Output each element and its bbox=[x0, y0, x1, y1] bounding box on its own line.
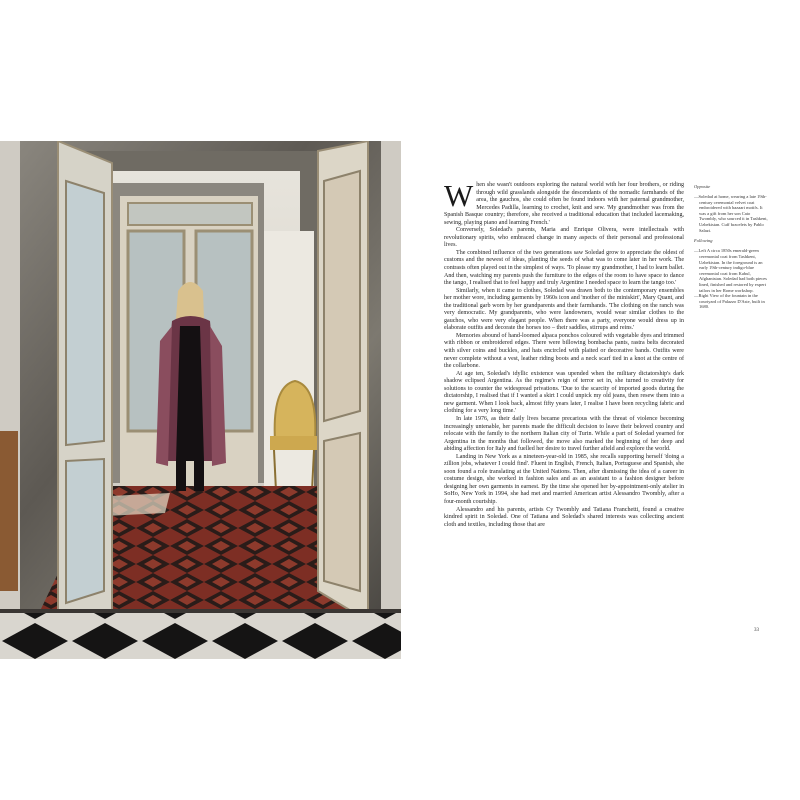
drop-cap: W bbox=[444, 178, 474, 213]
article-paragraph: Similarly, when it came to clothes, Soledad was drawn both to the contemporary ensembles her mother wore, including garments by 1960s icon and 'mother of the miniskirt', Mary Quant, and the traditional garb worn by her grandparents and their farmhands. 'The clothing on the ranch was very democratic. My grandparents, who were landowners, would wear similar clothes to the gauchos, who were very elegant people. When there was a party, everyone would dress up in elaborate outfits and decorate the horses too – their saddles, stirrups and reins.' bbox=[444, 287, 684, 332]
article-paragraph bbox=[444, 178, 684, 227]
article-paragraph: Landing in New York as a nineteen-year-old in 1985, she recalls supporting herself 'doing a zillion jobs, whatever I could find'. Fluent in English, French, Italian, Portuguese and Spanish, she soon found a role translating at the United Nations. Then, after dismissing the idea of a career in costume design, she worked in fashion sales and as an assistant to a fashion designer before designing her own garments in earnest. By the time she opened her by-appointment-only atelier in SoHo, New York in 1994, she had met and married American artist Alessandro Twombly, after a four-month courtship. bbox=[444, 453, 684, 505]
article-paragraph: At age ten, Soledad's idyllic existence was upended when the military dictatorship's dark shadow eclipsed Argentina. As the regime's reign of terror set in, she turned to creativity for solutions to counter the widespread privations. 'Due to the scarcity of imported goods during the dictatorship, I realised that if I wanted a skirt I could unpick my old jeans, then resew them into a new garment. When I look back, almost fifty years later, I realise I have been recycling fabric and clothing for a very long time.' bbox=[444, 370, 684, 415]
caption-item: —Left A circa 1850s emerald-green ceremonial coat from Tashkent, Uzbekistan. In the foreground is an early 19th-century indigo-blue ceremonial coat from Kabul, Afghanistan. Soledad had both pieces lined, finished and restored by expert tailors in her Rome workshop. bbox=[694, 248, 767, 293]
article-paragraph: Alessandro and his parents, artists Cy Twombly and Tatiana Franchetti, found a creative kindred spirit in Soledad. One of Tatiana and Soledad's shared interests was collecting ancient cloth and textiles, including those that are bbox=[444, 506, 684, 528]
article-paragraph: Conversely, Soledad's parents, Maria and Enrique Olivera, were intellectuals with revolutionary spirits, who embraced change in many aspects of their personal and professional lives. bbox=[444, 227, 684, 249]
photo-captions bbox=[694, 184, 768, 310]
photo-soledad-doorway bbox=[0, 141, 401, 659]
caption-heading-following: Following bbox=[694, 238, 713, 244]
article-paragraph: Memories abound of hand-loomed alpaca ponchos coloured with vegetable dyes and trimmed with ribbon or embroidered edges. There were billowing bombacha pants, rastra belts decorated with silver coins and buckles, and hats encircled with plaited or decorative bands. Outfits were never complete without a vest, leather riding boots and a neck scarf tied in a knot at the centre of the collarbone. bbox=[444, 332, 684, 370]
page-number: 33 bbox=[754, 628, 759, 633]
article-paragraph: The combined influence of the two generations saw Soledad grow to appreciate the oldest of customs and the newest of ideas, planting the seeds of what was to come later in her work. The contrasts often played out in the simplest of ways. 'To please my grandmother, I had to learn ballet. And then, watching my parents push the furniture to the edges of the room to have space to dance the tango, I realised that to feel happy and truly Argentine I needed space to learn the tango too.' bbox=[444, 249, 684, 287]
caption-item: —Right View of the fountain in the courtyard of Palazzo D'Aste, built in 1680. bbox=[694, 293, 765, 310]
article-paragraph: In late 1976, as their daily lives became precarious with the threat of violence becoming increasingly untenable, her parents made the difficult decision to leave their beloved country and relocate with the family to the northern Italian city of Turin. While a part of Soledad yearned for Argentina in the months that followed, the move also marked the beginning of her deep and abiding affection for Italy and fuelled her desire to travel further afield and explore the world. bbox=[444, 415, 684, 453]
article-body bbox=[444, 178, 684, 529]
caption-item: —Soledad at home, wearing a late 19th-century ceremonial velvet coat embroidered with bazaari motifs. It was a gift from her son Caio Twombly, who sourced it in Tashkent, Uzbekistan. Cuff bracelets by Pablo Salazi. bbox=[694, 194, 768, 233]
caption-heading-opposite: Opposite bbox=[694, 184, 711, 189]
paragraph-text: hen she wasn't outdoors exploring the natural world with her four brothers, or riding through wild grasslands alongside the descendants of the nomadic farmhands of the area, the gauchos, she could often be found indoors with her paternal grandmother, Mercedes Padilla, learning to crochet, knit and sew. 'My grandmother was from the Spanish Basque country; therefore, she received a traditional education that included lacemaking, sewing, playing piano and learning French.' bbox=[444, 182, 684, 226]
